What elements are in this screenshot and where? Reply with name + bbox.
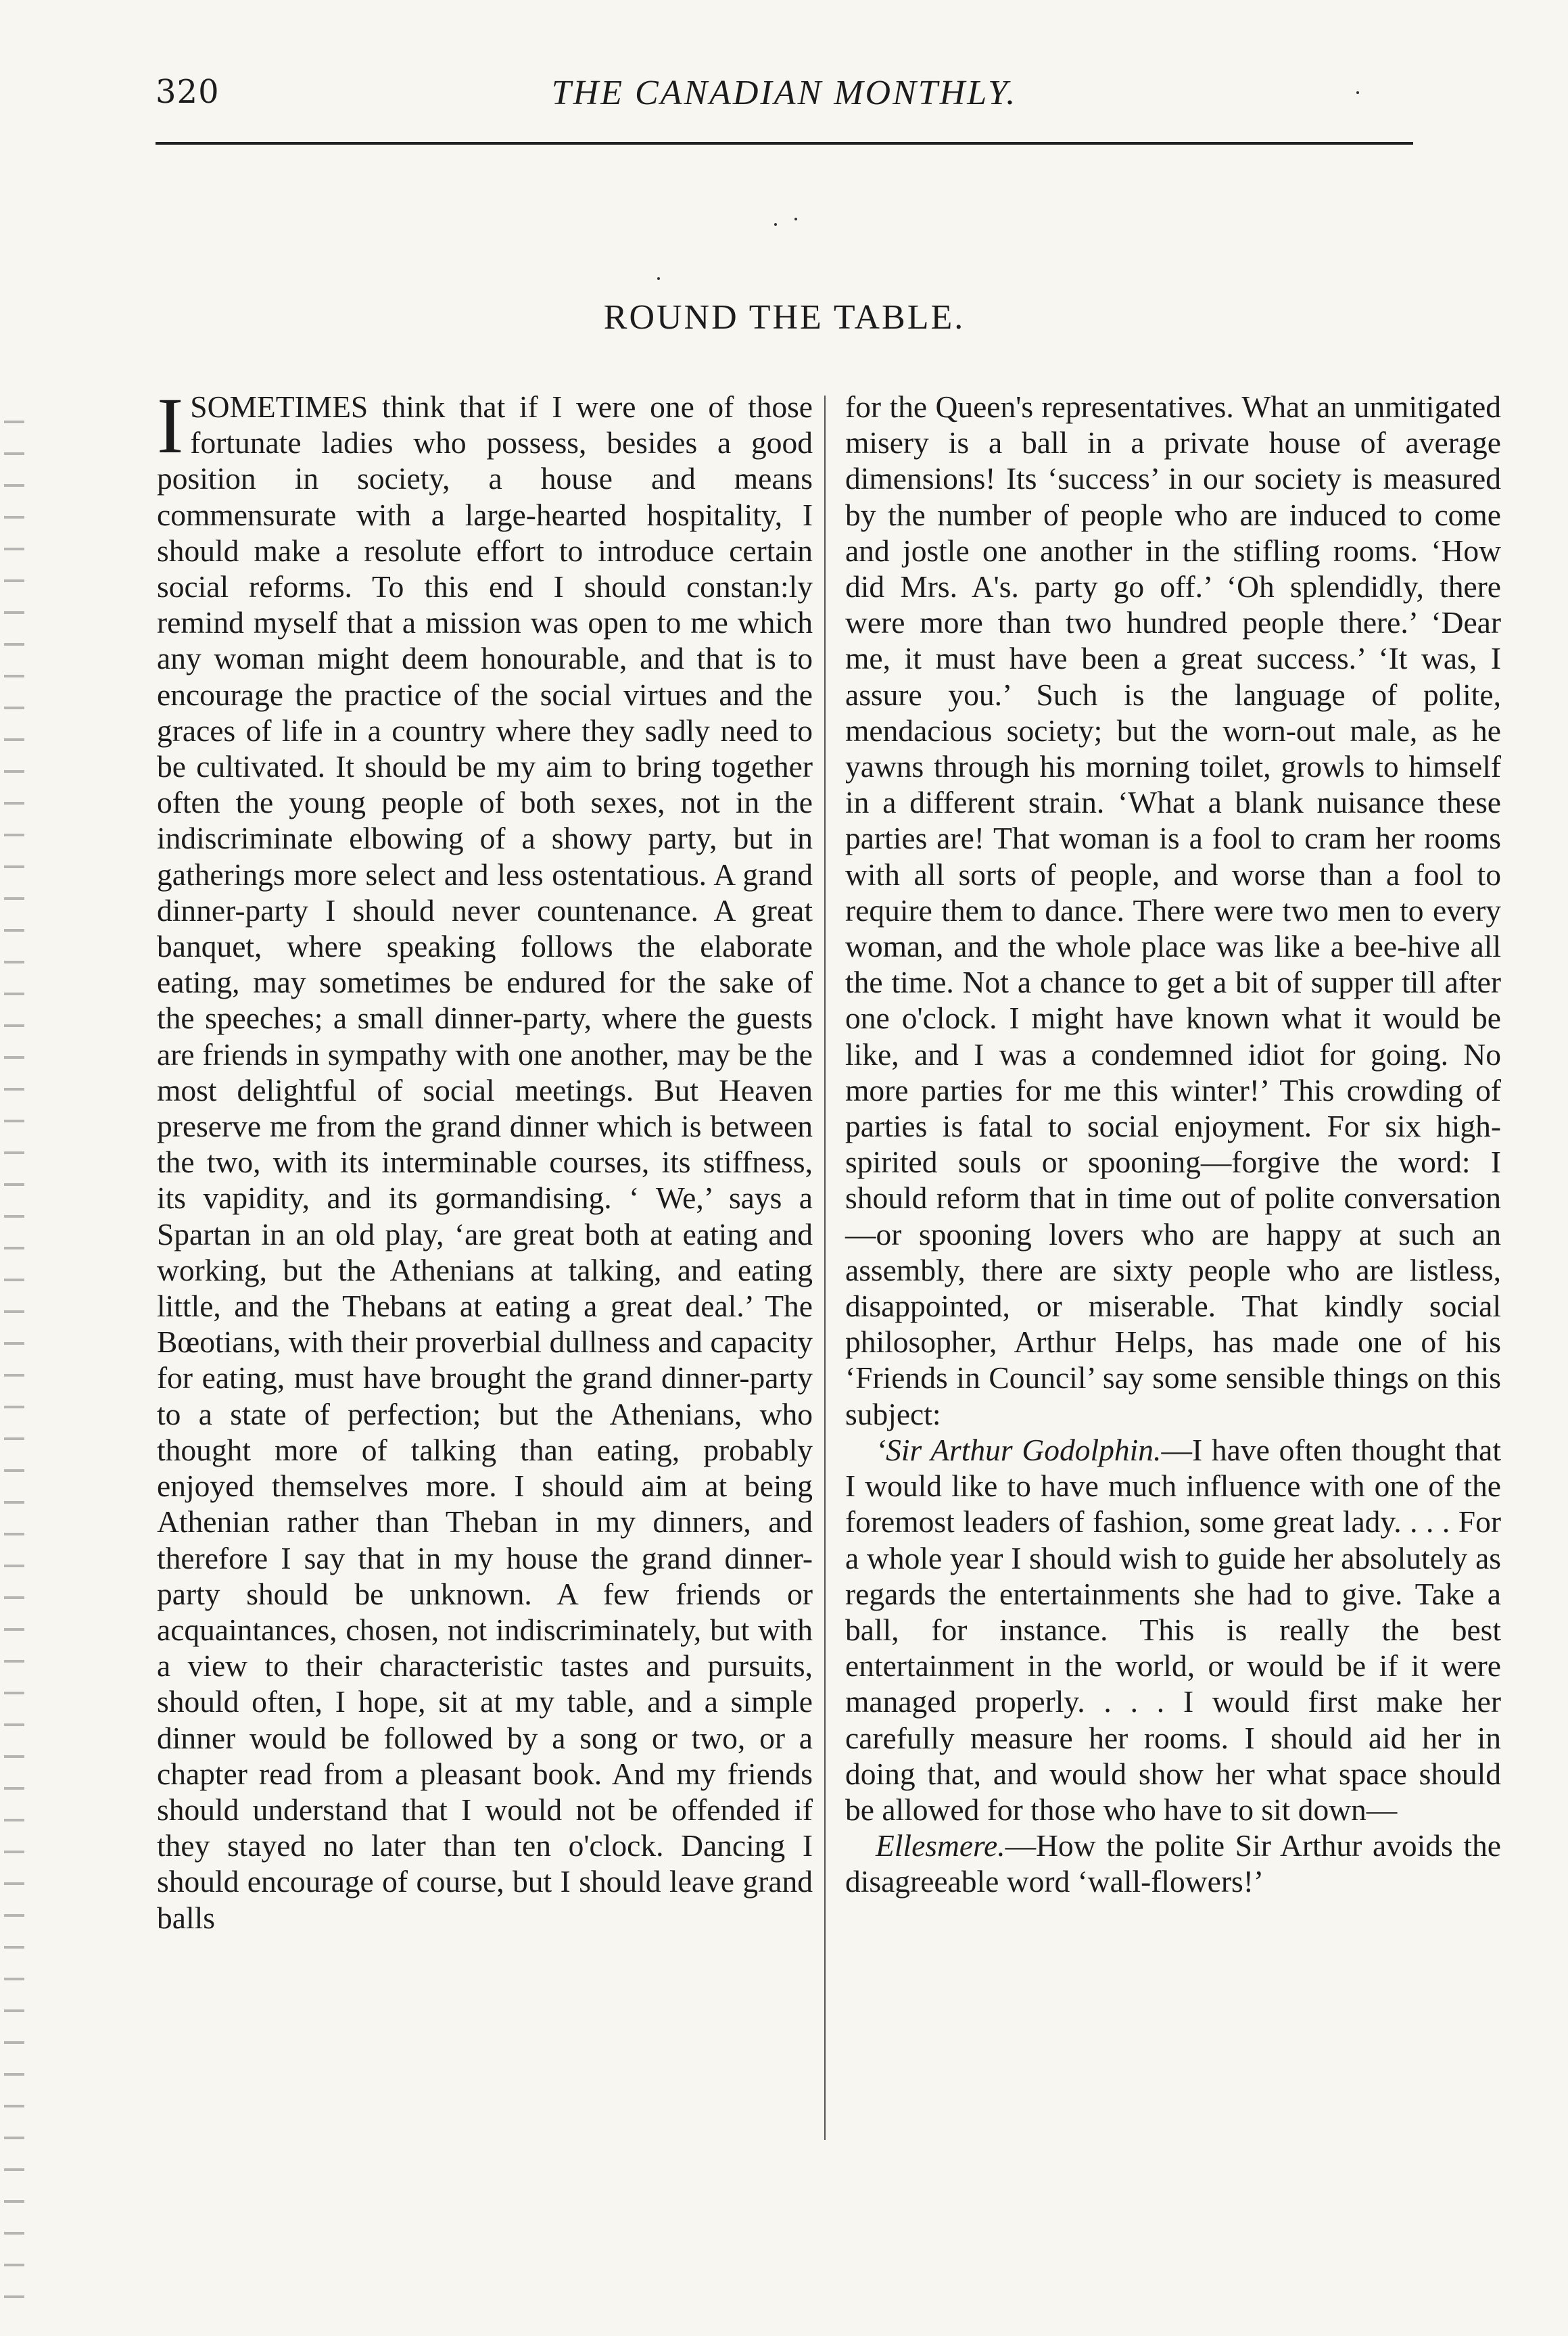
speaker-name: Ellesmere.: [876, 1828, 1005, 1863]
paragraph-text: SOMETIMES think that if I were one of those fortunate ladies who possess, besides a good position in society, a house and means commensurate with a large-hearted hospitality, I should make a resolute effort to introduce certain social reforms. To this end I should constan:ly remind myself that a mission was open to me which any woman might deem honourable, and that is to encourage the practice of the social virtues and the graces of life in a country where they sadly need to be cultivated. It should be my aim to bring together often the young people of both sexes, not in the indiscriminate elbowing of a showy party, but in gatherings more select and less ostentatious. A grand dinner-party I should never countenance. A great banquet, where speaking follows the elaborate eating, may sometimes be endured for the sake of the speeches; a small dinner-party, where the guests are friends in sympathy with one another, may be the most delightful of social meetings. But Heaven preserve me from the grand dinner which is between the two, with its interminable courses, its stiffness, its vapidity, and its gormandising. ‘ We,’ says a Spartan in an old play, ‘are great both at eating and working, but the Athenians at talking, and eating little, and the Thebans at eating a great deal.’ The Bœotians, with their proverbial dullness and capacity for eating, must have brought the grand dinner-party to a state of perfection; but the Athenians, who thought more of talking than eating, probably enjoyed themselves more. I should aim at being Athenian rather than Theban in my dinners, and therefore I say that in my house the grand dinner-party should be unknown. A few friends or acquaintances, chosen, not indiscriminately, but with a view to their characteristic tastes and pursuits, should often, I hope, sit at my table, and a simple dinner would be followed by a song or two, or a chapter read from a pleasant book. And my friends should understand that I would not be offended if they stayed no later than ten o'clock. Dancing I should encourage of course, but I should leave grand balls: [157, 389, 813, 1935]
paragraph-text: —I have often thought that I would like to have much influence with one of the foremost leaders of fashion, some great lady. . . . For a whole year I should wish to guide her absolutely as regards the entertainments she had to give. Take a ball, for instance. This is really the best entertainment in the world, or would be if it were managed properly. . . . I would first make her carefully measure her rooms. I should aid her in doing that, and would show her what space should be allowed for those who have to sit down—: [845, 1432, 1501, 1827]
drop-cap: I: [157, 381, 184, 470]
page-number: 320: [156, 73, 220, 111]
paragraph-text: for the Queen's representatives. What an unmitigated misery is a ball in a private house of average dimensions! Its ‘success’ in our society is measured by the number of people who are induced to come and jostle one another in the stifling rooms. ‘How did Mrs. A's. party go off.’ ‘Oh splendidly, there were more than two hundred people there.’ ‘Dear me, it must have been a great success.’ ‘It was, I assure you.’ Such is the language of polite, mendacious society; but the worn-out male, as he yawns through his morning toilet, growls to himself in a different strain. ‘What a blank nuisance these parties are! That woman is a fool to cram her rooms with all sorts of people, and worse than a fool to require them to dance. There were two men to every woman, and the whole place was like a bee-hive all the time. Not a chance to get a bit of supper till after one o'clock. I might have known what it would be like, and I was a condemned idiot for going. No more parties for me this winter!’ This crowding of parties is fatal to social enjoyment. For six high-spirited souls or spooning—forgive the word: I should reform that in time out of polite conversation —or spooning lovers who are happy at such an assembly, there are sixty people who are listless, disappointed, or miserable. That kindly social philosopher, Arthur Helps, has made one of his ‘Friends in Council’ say some sensible things on this subject:: [845, 389, 1501, 1431]
scan-speck: [794, 218, 797, 220]
journal-title: THE CANADIAN MONTHLY.: [551, 74, 1018, 112]
scan-speck: [774, 223, 777, 226]
column-rule: [824, 396, 826, 2140]
scan-speck: [657, 277, 660, 280]
paragraph: [845, 389, 1501, 1432]
article-title: ROUND THE TABLE.: [603, 298, 966, 337]
header-rule: [156, 142, 1413, 145]
scan-margin-noise: [4, 406, 24, 2312]
paragraph: [845, 1828, 1501, 1899]
speaker-name: ‘Sir Arthur Godolphin.: [876, 1432, 1162, 1467]
paragraph: [845, 1432, 1501, 1828]
text-column-right: [845, 389, 1501, 2214]
text-column-left: [157, 381, 813, 2214]
paragraph: [157, 381, 813, 1936]
paragraph-text: —How the polite Sir Arthur avoids the disagreeable word ‘wall-flowers!’: [845, 1828, 1501, 1899]
running-head: [156, 73, 1413, 127]
